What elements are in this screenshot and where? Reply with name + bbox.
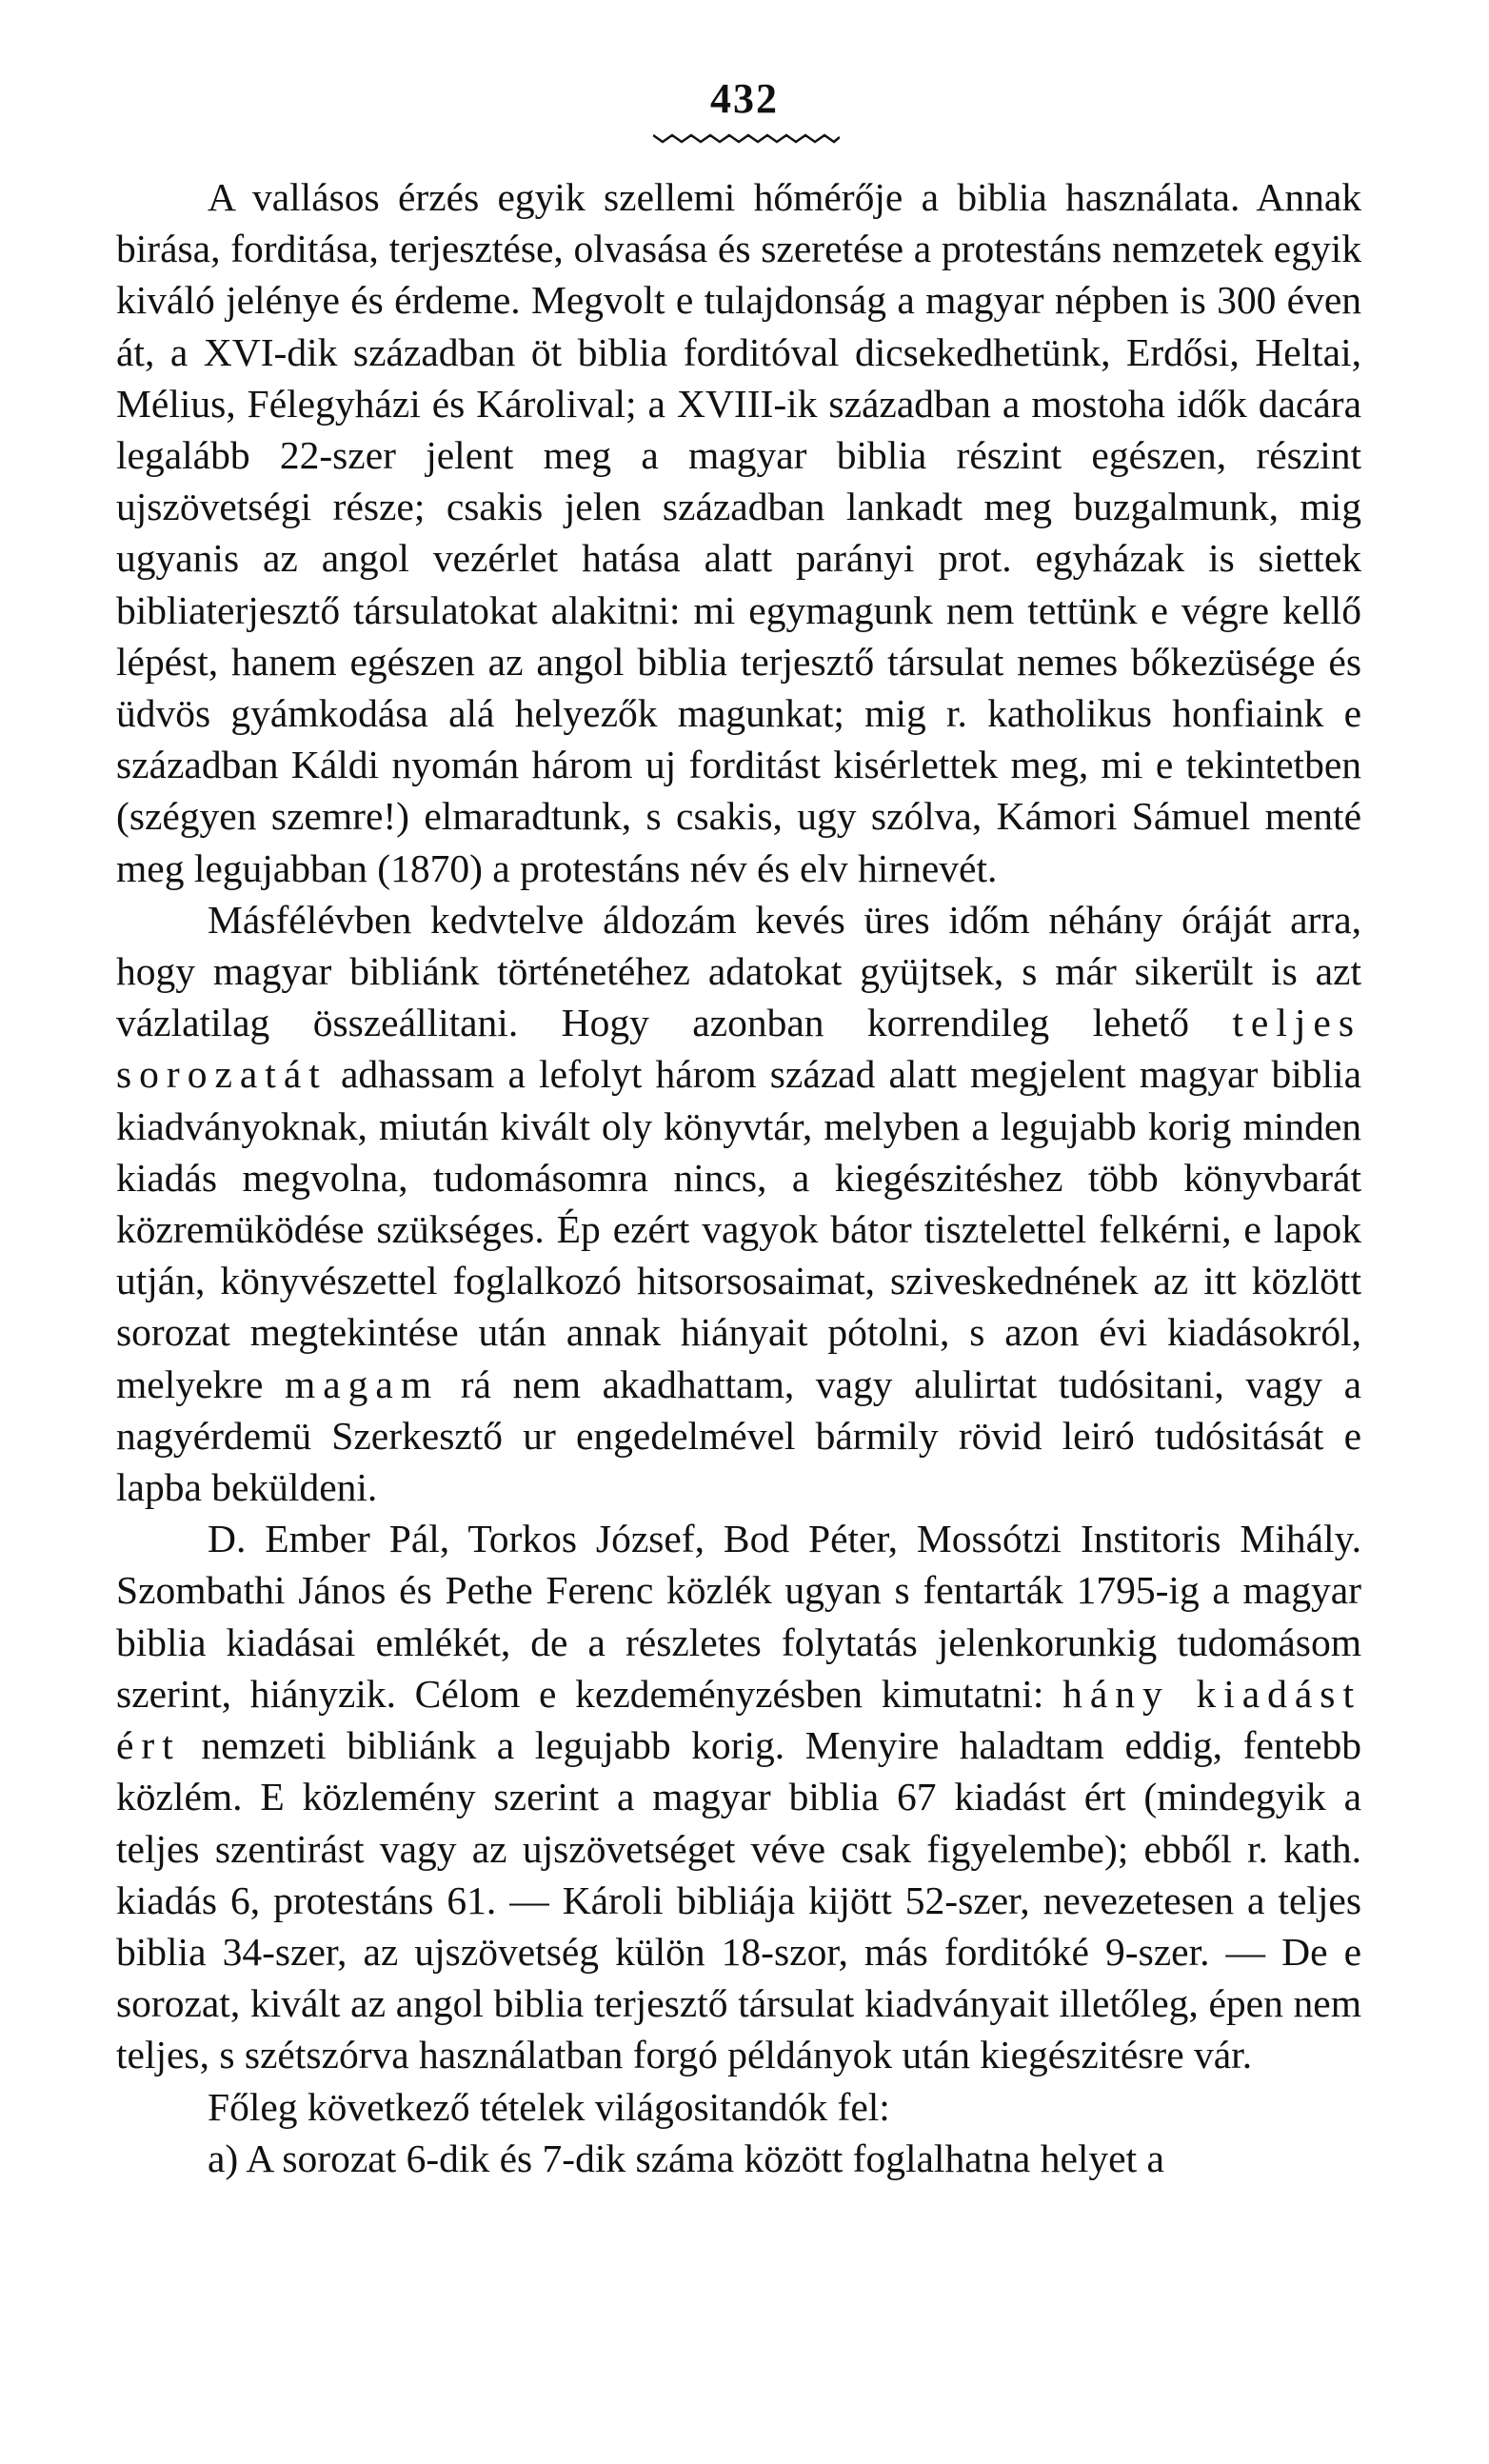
emphasis-hany-kiadast-ert: hány kiadást ért [116, 1671, 1361, 1768]
paragraph-2-text-c: rá nem akadhattam, vagy alulirtat tudósitani, vagy a nagyérdemü Szerkesztő ur engedelmével bármily rövid leiró tudósitását e lapba beküldeni. [116, 1361, 1362, 1510]
emphasis-teljes-sorozatat: teljes sorozatát [116, 1001, 1361, 1097]
paragraph-1 [116, 171, 1361, 894]
page-number: 432 [710, 75, 779, 122]
paragraph-4-text: Főleg következő tételek világositandók fel: [208, 2084, 890, 2129]
emphasis-magam: magam [284, 1361, 440, 1406]
paragraph-3 [116, 1513, 1361, 2080]
body-text [116, 171, 1361, 2184]
paragraph-2 [116, 894, 1361, 1513]
paragraph-5-text: a) A sorozat 6-dik és 7-dik száma között foglalhatna helyet a [208, 2136, 1164, 2180]
paragraph-2-text-b: adhassam a lefolyt három század alatt megjelent magyar biblia kiadványoknak, miután kivált oly könyvtár, melyben a legujabb korig minden kiadás megvolna, tudomásomra nincs, a kiegészitéshez több könyvbarát közremüködése szükséges. Ép ezért vagyok bátor tisztelettel felkérni, e lapok utján, könyvészettel foglalkozó hitsorsosaimat, sziveskednének az itt közlött sorozat megtekintése után annak hiányait pótolni, s azon évi kiadásokról, melyekre [116, 1052, 1361, 1406]
paragraph-5-item-a [116, 2133, 1361, 2184]
paragraph-4 [116, 2081, 1361, 2133]
paragraph-1-text: A vallásos érzés egyik szellemi hőmérője a biblia használata. Annak birása, forditása, terjesztése, olvasása és szeretése a protestáns nemzetek egyik kiváló jelénye és érdeme. Megvolt e tulajdonság a magyar népben is 300 éven át, a XVI-dik században öt biblia forditóval dicsekedhetünk, Erdősi, Heltai, Mélius, Félegyházi és Károlival; a XVIII-ik században a mostoha idők dacára legalább 22-szer jelent meg a magyar biblia részint egészen, részint ujszövetségi része; csakis jelen században lankadt meg buzgalmunk, mig ugyanis az angol vezérlet hatása alatt parányi prot. egyházak is siettek bibliaterjesztő társulatokat alakitni: mi egymagunk nem tettünk e végre kellő lépést, hanem egészen az angol biblia terjesztő társulat nemes bőkezüsége és üdvös gyámkodása alá helyezők magunkat; mig r. katholikus honfiaink e században Káldi nyomán három uj forditást kisérlettek meg, mi e tekintetben (szégyen szemre!) elmaradtunk, s csakis, ugy szólva, Kámori Sámuel menté meg legujabban (1870) a protestáns név és elv hirnevét. [116, 175, 1361, 890]
paragraph-2-text-a: Másfélévben kedvtelve áldozám kevés üres időm néhány óráját arra, hogy magyar bibliánk történetéhez adatokat gyüjtsek, s már sikerült is azt vázlatilag összeállitani. Hogy azonban korrendileg lehető [116, 897, 1361, 1045]
page-number-ornament [653, 131, 840, 145]
paragraph-3-text-a: D. Ember Pál, Torkos József, Bod Péter, Mossótzi Institoris Mihály. Szombathi János és Pethe Ferenc közlék ugyan s fentarták 1795-ig a magyar biblia kiadásai emlékét, de a részletes folytatás jelenkorunkig tudomásom szerint, hiányzik. Célom e kezdeményzésben kimutatni: [116, 1517, 1361, 1716]
paragraph-3-text-b: nemzeti bibliánk a legujabb korig. Menyire haladtam eddig, fentebb közlém. E közlemény szerint a magyar biblia 67 kiadást ért (mindegyik a teljes szentirást vagy az ujszövetséget véve csak figyelembe); ebből r. kath. kiadás 6, protestáns 61. — Károli bibliája kijött 52-szer, nevezetesen a teljes biblia 34-szer, az ujszövetség külön 18-szor, más forditóké 9-szer. — De e sorozat, kivált az angol biblia terjesztő társulat kiadványait illetőleg, épen nem teljes, s szétszórva használatban forgó példányok után kiegészitésre vár. [116, 1723, 1362, 2077]
